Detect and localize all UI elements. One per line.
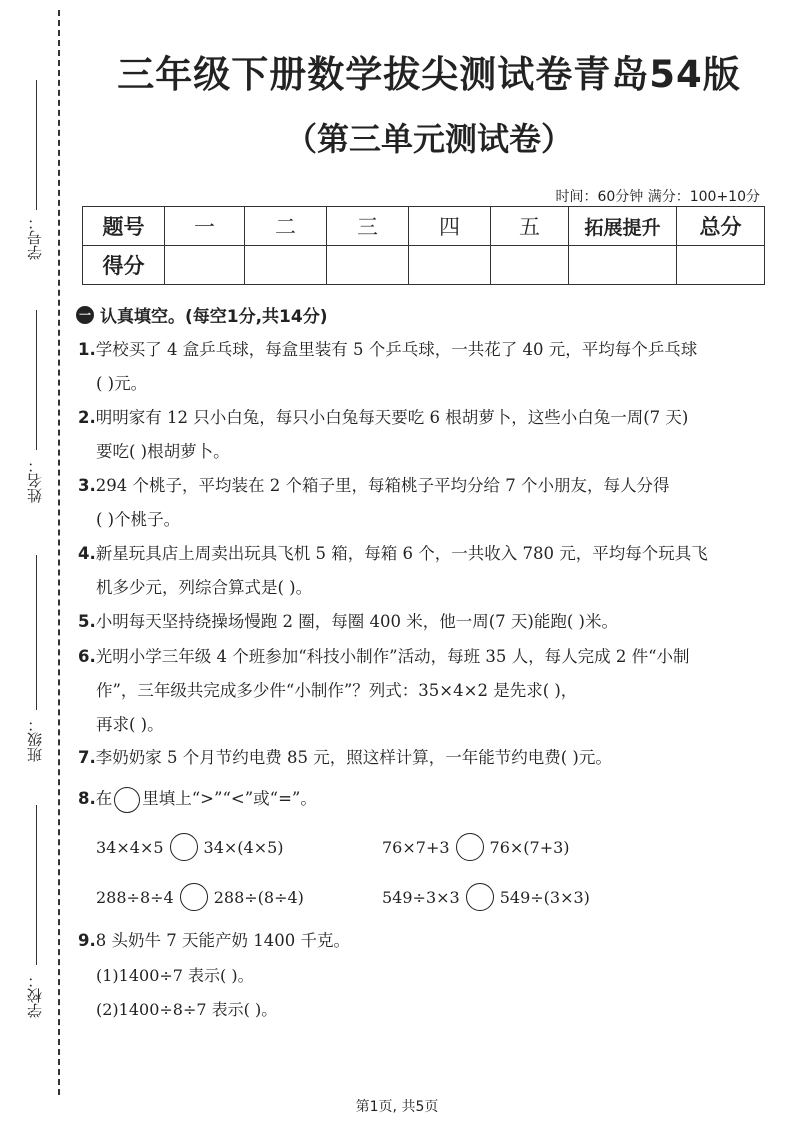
score-table <box>82 206 765 285</box>
question-4 <box>78 537 758 605</box>
student-no-field[interactable] <box>14 80 54 265</box>
score-header-cell: 四 <box>409 207 491 246</box>
comparison-item <box>382 883 590 911</box>
question-number: 8. <box>78 789 96 808</box>
question-number: 1. <box>78 340 96 359</box>
score-header-cell: 三 <box>327 207 409 246</box>
compare-circle-input[interactable] <box>466 883 494 911</box>
score-input-cell[interactable] <box>677 246 765 285</box>
binding-strip <box>0 0 64 1123</box>
question-number: 7. <box>78 748 96 767</box>
question-text[interactable]: 李奶奶家 5 个月节约电费 85 元，照这样计算，一年能节约电费( )元。 <box>95 748 612 767</box>
question-6 <box>78 640 758 742</box>
score-input-cell[interactable] <box>245 246 327 285</box>
question-number: 2. <box>78 408 96 427</box>
question-answer-line[interactable]: 再求( )。 <box>96 715 164 734</box>
question-9-part-1[interactable]: (1)1400÷7 表示( )。 <box>96 966 254 985</box>
score-header-cell: 五 <box>491 207 569 246</box>
question-1 <box>78 333 758 401</box>
score-input-cell[interactable] <box>327 246 409 285</box>
score-table-header-row <box>83 207 765 246</box>
question-text: 新星玩具店上周卖出玩具飞机 5 箱，每箱 6 个，一共收入 780 元，平均每个玩具飞 <box>95 544 708 563</box>
student-no-line <box>36 80 37 210</box>
comparison-right: 76×(7+3) <box>489 837 570 857</box>
comparison-right: 549÷(3×3) <box>499 887 590 907</box>
question-number: 6. <box>78 647 96 666</box>
compare-circle-input[interactable] <box>456 833 484 861</box>
score-table-score-row <box>83 246 765 285</box>
school-line <box>36 805 37 965</box>
score-row-label: 得分 <box>83 246 165 285</box>
question-number: 5. <box>78 612 96 631</box>
question-5 <box>78 605 758 639</box>
section-number-badge: 一 <box>76 306 94 324</box>
class-label: 班级： <box>26 717 44 762</box>
question-answer-line[interactable]: ( )个桃子。 <box>96 510 181 529</box>
comparison-right: 288÷(8÷4) <box>213 887 304 907</box>
question-8 <box>78 782 758 816</box>
score-input-cell[interactable] <box>491 246 569 285</box>
compare-circle-input[interactable] <box>170 833 198 861</box>
score-header-cell: 一 <box>165 207 245 246</box>
score-input-cell[interactable] <box>569 246 677 285</box>
name-label: 姓名： <box>26 458 44 503</box>
page-subtitle: （第三单元测试卷） <box>284 120 573 158</box>
question-answer-line[interactable]: 机多少元，列综合算式是( )。 <box>96 578 313 597</box>
question-9-part-2[interactable]: (2)1400÷8÷7 表示( )。 <box>96 1000 278 1019</box>
question-text: 294 个桃子，平均装在 2 个箱子里，每箱桃子平均分给 7 个小朋友，每人分得 <box>95 476 670 495</box>
question-text[interactable]: 小明每天坚持绕操场慢跑 2 圈，每圈 400 米，他一周(7 天)能跑( )米。 <box>95 612 618 631</box>
comparison-left: 76×7+3 <box>382 837 450 857</box>
page-footer: 第1页, 共5页 <box>355 1099 439 1115</box>
score-header-cell: 拓展提升 <box>569 207 677 246</box>
school-label: 学校： <box>26 973 44 1018</box>
question-3 <box>78 469 758 537</box>
comparison-item <box>96 833 284 861</box>
score-header-cell: 总分 <box>677 207 765 246</box>
comparison-right: 34×(4×5) <box>203 837 284 857</box>
question-suffix: 里填上“>”“<”或“=”。 <box>142 789 317 808</box>
question-7 <box>78 741 758 775</box>
question-text-line[interactable]: 作”，三年级共完成多少件“小制作”？列式：35×4×2 是先求( )， <box>96 681 578 700</box>
school-field[interactable] <box>14 805 54 1025</box>
comparison-item <box>96 883 304 911</box>
score-input-cell[interactable] <box>409 246 491 285</box>
score-header-cell: 题号 <box>83 207 165 246</box>
circle-icon <box>114 787 140 813</box>
question-text: 明明家有 12 只小白兔，每只小白兔每天要吃 6 根胡萝卜，这些小白兔一周(7 天) <box>95 408 689 427</box>
compare-circle-input[interactable] <box>180 883 208 911</box>
exam-meta: 时间：60分钟 满分：100+10分 <box>555 189 760 205</box>
question-number: 3. <box>78 476 96 495</box>
question-text: 8 头奶牛 7 天能产奶 1400 千克。 <box>95 931 350 950</box>
question-9 <box>78 924 758 958</box>
score-header-cell: 二 <box>245 207 327 246</box>
score-input-cell[interactable] <box>165 246 245 285</box>
question-number: 9. <box>78 931 96 950</box>
page-title: 三年级下册数学拔尖测试卷青岛54版 <box>117 53 741 96</box>
comparison-left: 549÷3×3 <box>382 887 460 907</box>
question-text: 学校买了 4 盒乒乓球，每盒里装有 5 个乒乓球，一共花了 40 元，平均每个乒乓球 <box>95 340 698 359</box>
question-number: 4. <box>78 544 96 563</box>
question-text: 光明小学三年级 4 个班参加“科技小制作”活动，每班 35 人，每人完成 2 件“小制 <box>95 647 690 666</box>
section-heading <box>76 302 327 327</box>
class-field[interactable] <box>14 555 54 770</box>
student-no-label: 学号： <box>26 215 44 260</box>
name-field[interactable] <box>14 310 54 510</box>
class-line <box>36 555 37 710</box>
question-2 <box>78 401 758 469</box>
question-prefix: 在 <box>95 789 113 808</box>
comparison-left: 34×4×5 <box>96 837 164 857</box>
comparison-item <box>382 833 570 861</box>
section-title: 认真填空。(每空1分,共14分) <box>100 307 328 327</box>
binding-dashed-line <box>58 10 60 1095</box>
name-line <box>36 310 37 450</box>
question-answer-line[interactable]: 要吃( )根胡萝卜。 <box>96 442 230 461</box>
comparison-left: 288÷8÷4 <box>96 887 174 907</box>
question-answer-line[interactable]: ( )元。 <box>96 374 148 393</box>
